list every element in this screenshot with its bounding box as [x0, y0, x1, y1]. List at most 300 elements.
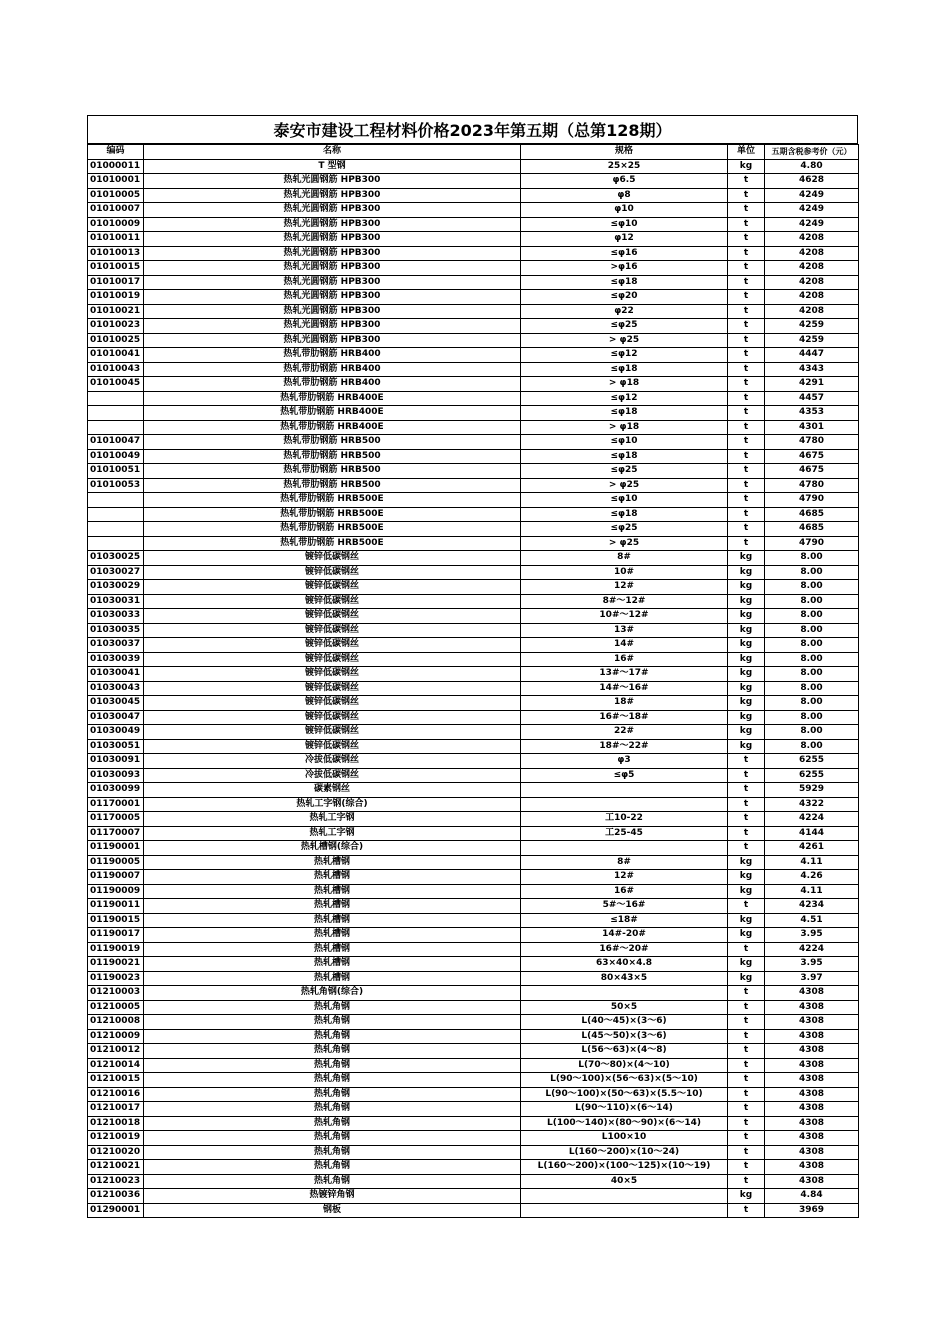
- cell-code: 01000011: [88, 159, 144, 174]
- cell-unit: t: [728, 1029, 765, 1044]
- table-row: [88, 797, 859, 812]
- cell-code: 01210005: [88, 1000, 144, 1015]
- cell-price: 8.00: [765, 551, 859, 566]
- cell-spec: 8#: [521, 551, 728, 566]
- table-row: [88, 159, 859, 174]
- cell-price: 4308: [765, 1015, 859, 1030]
- cell-unit: t: [728, 899, 765, 914]
- cell-unit: t: [728, 1131, 765, 1146]
- cell-code: 01010015: [88, 261, 144, 276]
- cell-unit: t: [728, 478, 765, 493]
- table-row: [88, 275, 859, 290]
- cell-spec: 18#～22#: [521, 739, 728, 754]
- cell-price: 4308: [765, 1044, 859, 1059]
- cell-name: 热轧角钢: [144, 1015, 521, 1030]
- cell-spec: 14#-20#: [521, 928, 728, 943]
- cell-price: 8.00: [765, 623, 859, 638]
- cell-price: 4447: [765, 348, 859, 363]
- cell-spec: 13#～17#: [521, 667, 728, 682]
- cell-price: 4308: [765, 1073, 859, 1088]
- cell-name: 热轧光圆钢筋 HPB300: [144, 203, 521, 218]
- cell-code: 01030045: [88, 696, 144, 711]
- cell-code: 01010001: [88, 174, 144, 189]
- cell-code: 01030043: [88, 681, 144, 696]
- table-row: [88, 826, 859, 841]
- table-row: [88, 464, 859, 479]
- table-row: [88, 710, 859, 725]
- cell-name: 热轧带肋钢筋 HRB500: [144, 449, 521, 464]
- cell-name: 热轧带肋钢筋 HRB500: [144, 478, 521, 493]
- cell-name: 热轧角钢: [144, 1174, 521, 1189]
- cell-name: 钢板: [144, 1203, 521, 1218]
- cell-price: 8.00: [765, 580, 859, 595]
- cell-name: 热轧带肋钢筋 HRB400E: [144, 391, 521, 406]
- cell-spec: 13#: [521, 623, 728, 638]
- cell-price: 4224: [765, 942, 859, 957]
- cell-price: 4208: [765, 261, 859, 276]
- cell-spec: ≤φ12: [521, 391, 728, 406]
- cell-name: 热轧光圆钢筋 HPB300: [144, 319, 521, 334]
- cell-code: 01030051: [88, 739, 144, 754]
- table-row: [88, 1029, 859, 1044]
- table-header-row: [88, 145, 859, 160]
- cell-spec: 18#: [521, 696, 728, 711]
- cell-code: 01030031: [88, 594, 144, 609]
- cell-price: 4308: [765, 1131, 859, 1146]
- table-row: [88, 768, 859, 783]
- table-row: [88, 899, 859, 914]
- header-name: 名称: [144, 145, 521, 160]
- cell-spec: ≤φ25: [521, 464, 728, 479]
- cell-name: 热轧带肋钢筋 HRB500E: [144, 522, 521, 537]
- cell-unit: t: [728, 812, 765, 827]
- cell-unit: t: [728, 275, 765, 290]
- table-row: [88, 1174, 859, 1189]
- cell-price: 8.00: [765, 710, 859, 725]
- cell-price: 4308: [765, 1058, 859, 1073]
- cell-price: 4308: [765, 1102, 859, 1117]
- table-row: [88, 551, 859, 566]
- cell-price: 4322: [765, 797, 859, 812]
- table-row: [88, 391, 859, 406]
- table-row: [88, 507, 859, 522]
- cell-code: 01010017: [88, 275, 144, 290]
- cell-price: 4.11: [765, 855, 859, 870]
- cell-price: 8.00: [765, 681, 859, 696]
- cell-unit: t: [728, 1044, 765, 1059]
- table-row: [88, 957, 859, 972]
- cell-price: 4343: [765, 362, 859, 377]
- cell-spec: L(56～63)×(4～8): [521, 1044, 728, 1059]
- cell-spec: ≤φ16: [521, 246, 728, 261]
- cell-unit: kg: [728, 565, 765, 580]
- cell-spec: ≤φ5: [521, 768, 728, 783]
- cell-price: 4308: [765, 1000, 859, 1015]
- cell-code: 01190023: [88, 971, 144, 986]
- table-body: [88, 159, 859, 1218]
- table-row: [88, 942, 859, 957]
- cell-name: 热轧工字钢(综合): [144, 797, 521, 812]
- cell-code: 01010011: [88, 232, 144, 247]
- page-title: 泰安市建设工程材料价格2023年第五期（总第128期）: [87, 115, 858, 144]
- cell-unit: kg: [728, 870, 765, 885]
- table-row: [88, 1058, 859, 1073]
- table-row: [88, 884, 859, 899]
- cell-price: 4144: [765, 826, 859, 841]
- cell-unit: kg: [728, 681, 765, 696]
- cell-unit: t: [728, 754, 765, 769]
- cell-name: 热镀锌角钢: [144, 1189, 521, 1204]
- cell-unit: t: [728, 768, 765, 783]
- cell-name: 镀锌低碳钢丝: [144, 638, 521, 653]
- cell-code: 01030091: [88, 754, 144, 769]
- table-row: [88, 449, 859, 464]
- cell-price: 4.51: [765, 913, 859, 928]
- cell-price: 4790: [765, 536, 859, 551]
- cell-price: 4628: [765, 174, 859, 189]
- table-row: [88, 435, 859, 450]
- cell-spec: 25×25: [521, 159, 728, 174]
- cell-unit: kg: [728, 855, 765, 870]
- cell-code: 01210016: [88, 1087, 144, 1102]
- cell-unit: t: [728, 261, 765, 276]
- cell-unit: kg: [728, 623, 765, 638]
- cell-spec: L(90～110)×(6～14): [521, 1102, 728, 1117]
- cell-code: 01010049: [88, 449, 144, 464]
- cell-name: 热轧带肋钢筋 HRB400: [144, 362, 521, 377]
- table-row: [88, 623, 859, 638]
- header-spec: 规格: [521, 145, 728, 160]
- header-price: 五期含税参考价（元）: [765, 145, 859, 160]
- cell-price: 4208: [765, 290, 859, 305]
- cell-name: 热轧角钢: [144, 1044, 521, 1059]
- cell-unit: t: [728, 536, 765, 551]
- cell-code: 01030037: [88, 638, 144, 653]
- cell-code: 01210020: [88, 1145, 144, 1160]
- cell-spec: 16#～18#: [521, 710, 728, 725]
- cell-unit: kg: [728, 652, 765, 667]
- cell-spec: ≤φ18: [521, 362, 728, 377]
- cell-spec: [521, 783, 728, 798]
- cell-price: 4.26: [765, 870, 859, 885]
- cell-spec: ≤φ25: [521, 522, 728, 537]
- cell-spec: φ3: [521, 754, 728, 769]
- cell-spec: 16#: [521, 884, 728, 899]
- cell-price: 4790: [765, 493, 859, 508]
- cell-name: 冷拔低碳钢丝: [144, 768, 521, 783]
- cell-unit: t: [728, 841, 765, 856]
- cell-spec: φ6.5: [521, 174, 728, 189]
- table-row: [88, 1073, 859, 1088]
- table-row: [88, 594, 859, 609]
- cell-price: 5929: [765, 783, 859, 798]
- table-row: [88, 174, 859, 189]
- cell-name: 热轧光圆钢筋 HPB300: [144, 246, 521, 261]
- cell-spec: L(160～200)×(10～24): [521, 1145, 728, 1160]
- cell-spec: ≤18#: [521, 913, 728, 928]
- cell-price: 8.00: [765, 652, 859, 667]
- cell-price: 3.95: [765, 928, 859, 943]
- cell-price: 4249: [765, 203, 859, 218]
- table-row: [88, 1160, 859, 1175]
- table-row: [88, 812, 859, 827]
- header-code: 编码: [88, 145, 144, 160]
- cell-spec: [521, 1203, 728, 1218]
- cell-code: 01030029: [88, 580, 144, 595]
- cell-name: 热轧光圆钢筋 HPB300: [144, 261, 521, 276]
- cell-unit: kg: [728, 696, 765, 711]
- cell-name: 热轧角钢: [144, 1160, 521, 1175]
- cell-price: 4259: [765, 319, 859, 334]
- cell-unit: kg: [728, 667, 765, 682]
- cell-unit: t: [728, 362, 765, 377]
- cell-name: 热轧槽钢: [144, 957, 521, 972]
- table-row: [88, 739, 859, 754]
- cell-name: 热轧带肋钢筋 HRB500E: [144, 507, 521, 522]
- cell-price: 8.00: [765, 594, 859, 609]
- cell-name: 镀锌低碳钢丝: [144, 725, 521, 740]
- cell-price: 4685: [765, 507, 859, 522]
- cell-spec: 63×40×4.8: [521, 957, 728, 972]
- cell-spec: φ12: [521, 232, 728, 247]
- table-row: [88, 232, 859, 247]
- cell-unit: t: [728, 826, 765, 841]
- price-sheet: [87, 115, 858, 1218]
- table-row: [88, 406, 859, 421]
- cell-code: 01010007: [88, 203, 144, 218]
- cell-name: 热轧槽钢: [144, 855, 521, 870]
- cell-unit: t: [728, 217, 765, 232]
- cell-spec: L(40～45)×(3～6): [521, 1015, 728, 1030]
- cell-unit: t: [728, 783, 765, 798]
- cell-name: 镀锌低碳钢丝: [144, 681, 521, 696]
- cell-name: 热轧光圆钢筋 HPB300: [144, 217, 521, 232]
- cell-spec: ≤φ18: [521, 406, 728, 421]
- cell-price: 4353: [765, 406, 859, 421]
- cell-price: 4261: [765, 841, 859, 856]
- table-row: [88, 377, 859, 392]
- table-row: [88, 246, 859, 261]
- cell-unit: kg: [728, 928, 765, 943]
- cell-code: 01190005: [88, 855, 144, 870]
- cell-code: 01010053: [88, 478, 144, 493]
- cell-code: 01030033: [88, 609, 144, 624]
- cell-price: 4208: [765, 246, 859, 261]
- cell-code: 01030099: [88, 783, 144, 798]
- cell-unit: t: [728, 1000, 765, 1015]
- cell-unit: t: [728, 1102, 765, 1117]
- table-row: [88, 913, 859, 928]
- table-row: [88, 971, 859, 986]
- cell-name: 热轧槽钢: [144, 884, 521, 899]
- cell-price: 4685: [765, 522, 859, 537]
- cell-name: 热轧带肋钢筋 HRB500: [144, 435, 521, 450]
- cell-code: [88, 420, 144, 435]
- cell-unit: t: [728, 232, 765, 247]
- cell-price: 4249: [765, 188, 859, 203]
- header-unit: 单位: [728, 145, 765, 160]
- table-row: [88, 217, 859, 232]
- table-row: [88, 362, 859, 377]
- table-row: [88, 855, 859, 870]
- cell-code: 01010045: [88, 377, 144, 392]
- cell-name: 热轧带肋钢筋 HRB400: [144, 377, 521, 392]
- cell-unit: kg: [728, 609, 765, 624]
- cell-price: 3969: [765, 1203, 859, 1218]
- cell-spec: [521, 986, 728, 1001]
- cell-spec: 50×5: [521, 1000, 728, 1015]
- table-row: [88, 203, 859, 218]
- cell-name: 热轧带肋钢筋 HRB400E: [144, 406, 521, 421]
- cell-spec: 10#～12#: [521, 609, 728, 624]
- cell-spec: > φ18: [521, 420, 728, 435]
- cell-spec: [521, 841, 728, 856]
- cell-name: 热轧角钢: [144, 1029, 521, 1044]
- cell-name: 热轧角钢: [144, 1145, 521, 1160]
- cell-spec: L(90～100)×(56～63)×(5～10): [521, 1073, 728, 1088]
- cell-unit: t: [728, 333, 765, 348]
- cell-code: [88, 493, 144, 508]
- cell-name: T 型钢: [144, 159, 521, 174]
- cell-name: 热轧光圆钢筋 HPB300: [144, 304, 521, 319]
- cell-name: 镀锌低碳钢丝: [144, 739, 521, 754]
- cell-code: 01210012: [88, 1044, 144, 1059]
- table-row: [88, 290, 859, 305]
- cell-name: 镀锌低碳钢丝: [144, 710, 521, 725]
- cell-name: 镀锌低碳钢丝: [144, 609, 521, 624]
- cell-spec: ≤φ10: [521, 217, 728, 232]
- cell-unit: t: [728, 493, 765, 508]
- cell-price: 4780: [765, 435, 859, 450]
- cell-price: 4.11: [765, 884, 859, 899]
- table-row: [88, 1145, 859, 1160]
- cell-unit: t: [728, 304, 765, 319]
- table-row: [88, 536, 859, 551]
- table-row: [88, 1044, 859, 1059]
- cell-unit: kg: [728, 551, 765, 566]
- cell-spec: φ22: [521, 304, 728, 319]
- cell-code: 01190021: [88, 957, 144, 972]
- cell-unit: kg: [728, 957, 765, 972]
- cell-price: 4780: [765, 478, 859, 493]
- cell-name: 热轧槽钢(综合): [144, 841, 521, 856]
- cell-spec: 5#～16#: [521, 899, 728, 914]
- cell-code: 01030093: [88, 768, 144, 783]
- table-row: [88, 754, 859, 769]
- cell-price: 4308: [765, 1116, 859, 1131]
- cell-code: 01190007: [88, 870, 144, 885]
- cell-code: 01190011: [88, 899, 144, 914]
- cell-name: 热轧带肋钢筋 HRB500E: [144, 536, 521, 551]
- cell-name: 镀锌低碳钢丝: [144, 551, 521, 566]
- cell-price: 4208: [765, 275, 859, 290]
- cell-spec: > φ25: [521, 536, 728, 551]
- cell-price: 8.00: [765, 696, 859, 711]
- cell-spec: φ8: [521, 188, 728, 203]
- cell-code: 01210019: [88, 1131, 144, 1146]
- cell-spec: 12#: [521, 580, 728, 595]
- table-row: [88, 1131, 859, 1146]
- table-row: [88, 1116, 859, 1131]
- cell-spec: ≤φ12: [521, 348, 728, 363]
- cell-unit: t: [728, 246, 765, 261]
- cell-name: 热轧角钢: [144, 1102, 521, 1117]
- cell-unit: kg: [728, 1189, 765, 1204]
- cell-name: 镀锌低碳钢丝: [144, 565, 521, 580]
- cell-unit: t: [728, 377, 765, 392]
- cell-code: 01010025: [88, 333, 144, 348]
- cell-name: 镀锌低碳钢丝: [144, 580, 521, 595]
- cell-code: 01010019: [88, 290, 144, 305]
- table-row: [88, 638, 859, 653]
- cell-code: 01010013: [88, 246, 144, 261]
- cell-code: 01210015: [88, 1073, 144, 1088]
- cell-spec: ≤φ18: [521, 449, 728, 464]
- cell-price: 8.00: [765, 667, 859, 682]
- table-row: [88, 609, 859, 624]
- cell-price: 4249: [765, 217, 859, 232]
- cell-unit: t: [728, 435, 765, 450]
- table-row: [88, 841, 859, 856]
- cell-price: 8.00: [765, 609, 859, 624]
- cell-code: 01010009: [88, 217, 144, 232]
- cell-price: 4224: [765, 812, 859, 827]
- table-row: [88, 725, 859, 740]
- cell-code: 01290001: [88, 1203, 144, 1218]
- table-row: [88, 928, 859, 943]
- cell-unit: t: [728, 797, 765, 812]
- table-row: [88, 696, 859, 711]
- cell-code: 01010005: [88, 188, 144, 203]
- cell-code: 01190019: [88, 942, 144, 957]
- cell-unit: kg: [728, 913, 765, 928]
- cell-code: 01210018: [88, 1116, 144, 1131]
- cell-unit: kg: [728, 710, 765, 725]
- table-row: [88, 667, 859, 682]
- cell-code: [88, 522, 144, 537]
- cell-unit: t: [728, 406, 765, 421]
- cell-spec: ≤φ10: [521, 493, 728, 508]
- table-row: [88, 348, 859, 363]
- table-row: [88, 522, 859, 537]
- cell-spec: 工25-45: [521, 826, 728, 841]
- cell-spec: L100×10: [521, 1131, 728, 1146]
- cell-price: 6255: [765, 754, 859, 769]
- table-row: [88, 681, 859, 696]
- cell-price: 4208: [765, 232, 859, 247]
- cell-name: 热轧角钢: [144, 1058, 521, 1073]
- cell-price: 4234: [765, 899, 859, 914]
- cell-unit: t: [728, 449, 765, 464]
- cell-code: 01170001: [88, 797, 144, 812]
- cell-code: 01010051: [88, 464, 144, 479]
- cell-code: [88, 536, 144, 551]
- cell-spec: 16#: [521, 652, 728, 667]
- cell-name: 热轧光圆钢筋 HPB300: [144, 188, 521, 203]
- cell-code: 01190009: [88, 884, 144, 899]
- cell-code: 01030035: [88, 623, 144, 638]
- cell-unit: kg: [728, 739, 765, 754]
- cell-unit: t: [728, 1203, 765, 1218]
- cell-code: 01170007: [88, 826, 144, 841]
- cell-name: 热轧带肋钢筋 HRB500E: [144, 493, 521, 508]
- cell-code: 01010041: [88, 348, 144, 363]
- cell-name: 热轧带肋钢筋 HRB400: [144, 348, 521, 363]
- table-row: [88, 1015, 859, 1030]
- cell-spec: L(90～100)×(50～63)×(5.5～10): [521, 1087, 728, 1102]
- cell-unit: kg: [728, 638, 765, 653]
- cell-code: 01030039: [88, 652, 144, 667]
